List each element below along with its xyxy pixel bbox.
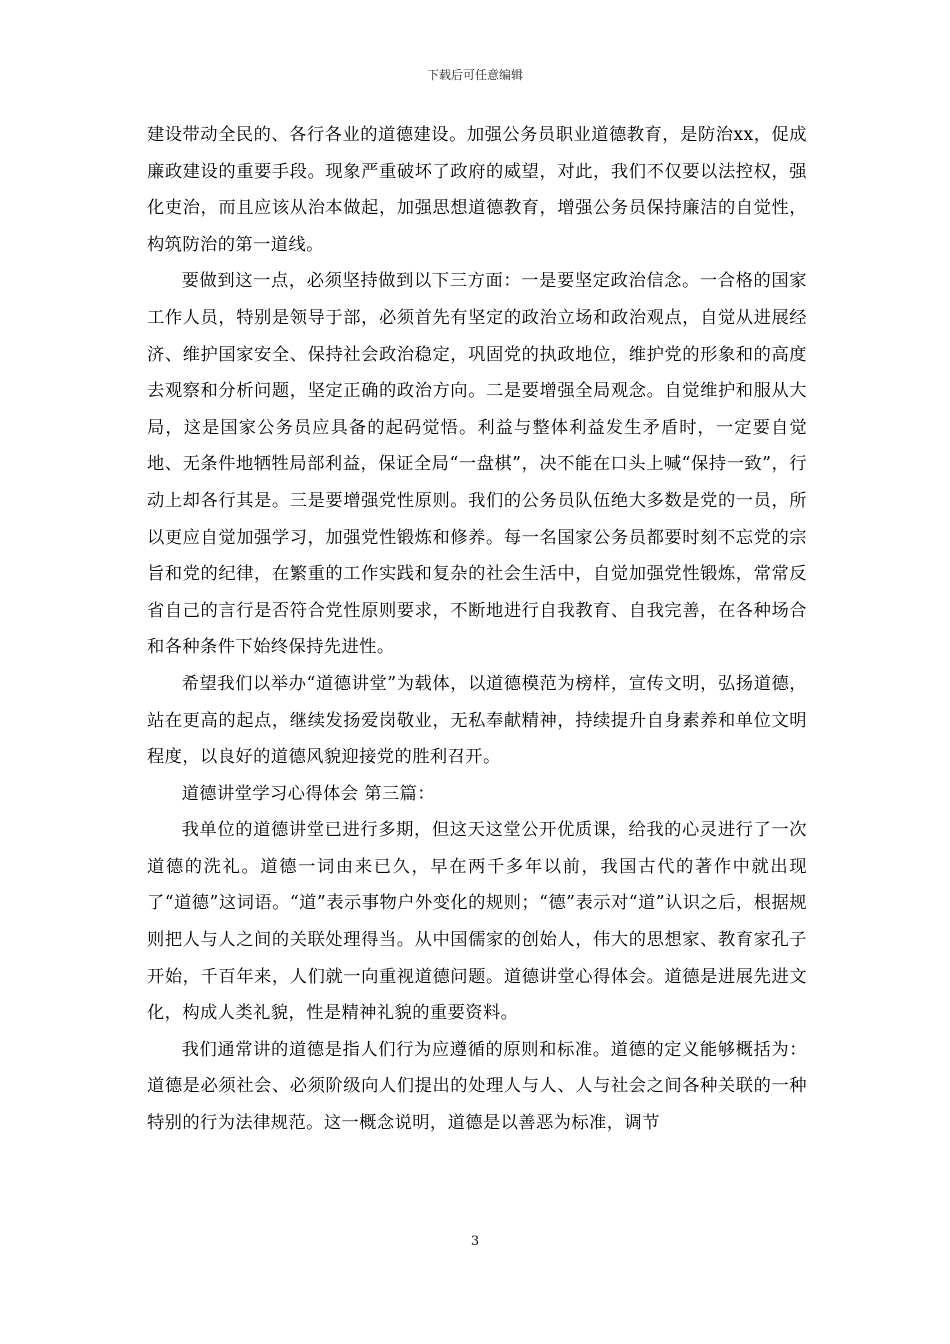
paragraph-moral-definition: 我们通常讲的道德是指人们行为应遵循的原则和标准。道德的定义能够概括为：道德是必须社会、必须阶级向人们提出的处理人与人、人与社会之间各种关联的一种特别的行为法律规范。这一概念说明，道德是以善恶为标准，调节 xyxy=(147,1039,807,1134)
section-heading: 道德讲堂学习心得体会 第三篇： xyxy=(181,783,436,804)
page-header: 下载后可任意编辑 xyxy=(426,68,523,82)
paragraph-continuation: 建设带动全民的、各行各业的道德建设。加强公务员职业道德教育，是防治xx，促成廉政建设的重要手段。现象严重破坏了政府的威望，对此，我们不仅要以法控权，强化吏治，而且应该从治本做起，加强思想道德教育，增强公务员保持廉洁的自觉性，构筑防治的第一道线。 xyxy=(147,125,807,255)
paragraph-moral-lecture: 我单位的道德讲堂已进行多期，但这天这堂公开优质课，给我的心灵进行了一次道德的洗礼。道德一词由来已久，早在两千多年以前，我国古代的著作中就出现了“道德”这词语。“道”表示事物户外变化的规则；“德”表示对“道”认识之后，根据规则把人与人之间的关联处理得当。从中国儒家的创始人，伟大的思想家、教育家孔子开始，千百年来，人们就一向重视道德问题。道德讲堂心得体会。道德是进展先进文化，构成人类礼貌，性是精神礼貌的重要资料。 xyxy=(147,820,807,1024)
paragraph-hope: 希望我们以举办“道德讲堂”为载体，以道德模范为榜样，宣传文明，弘扬道德，站在更高的起点，继续发扬爱岗敬业，无私奉献精神，持续提升自身素养和单位文明程度，以良好的道德风貌迎接党的胜利召开。 xyxy=(147,673,807,768)
page-number: 3 xyxy=(470,1234,480,1249)
document-body xyxy=(147,117,807,1142)
paragraph-three-aspects: 要做到这一点，必须坚持做到以下三方面：一是要坚定政治信念。一合格的国家工作人员，特别是领导于部，必须首先有坚定的政治立场和政治观点，自觉从进展经济、维护国家安全、保持社会政治稳定，巩固党的执政地位，维护党的形象和的高度去观察和分析问题，坚定正确的政治方向。二是要增强全局观念。自觉维护和服从大局，这是国家公务员应具备的起码觉悟。利益与整体利益发生矛盾时，一定要自觉地、无条件地牺牲局部利益，保证全局“一盘棋”，决不能在口头上喊“保持一致”，行动上却各行其是。三是要增强党性原则。我们的公务员队伍绝大多数是党的一员，所以更应自觉加强学习，加强党性锻炼和修养。每一名国家公务员都要时刻不忘党的宗旨和党的纪律，在繁重的工作实践和复杂的社会生活中，自觉加强党性锻炼，常常反省自己的言行是否符合党性原则要求，不断地进行自我教育、自我完善，在各种场合和各种条件下始终保持先进性。 xyxy=(147,271,807,658)
